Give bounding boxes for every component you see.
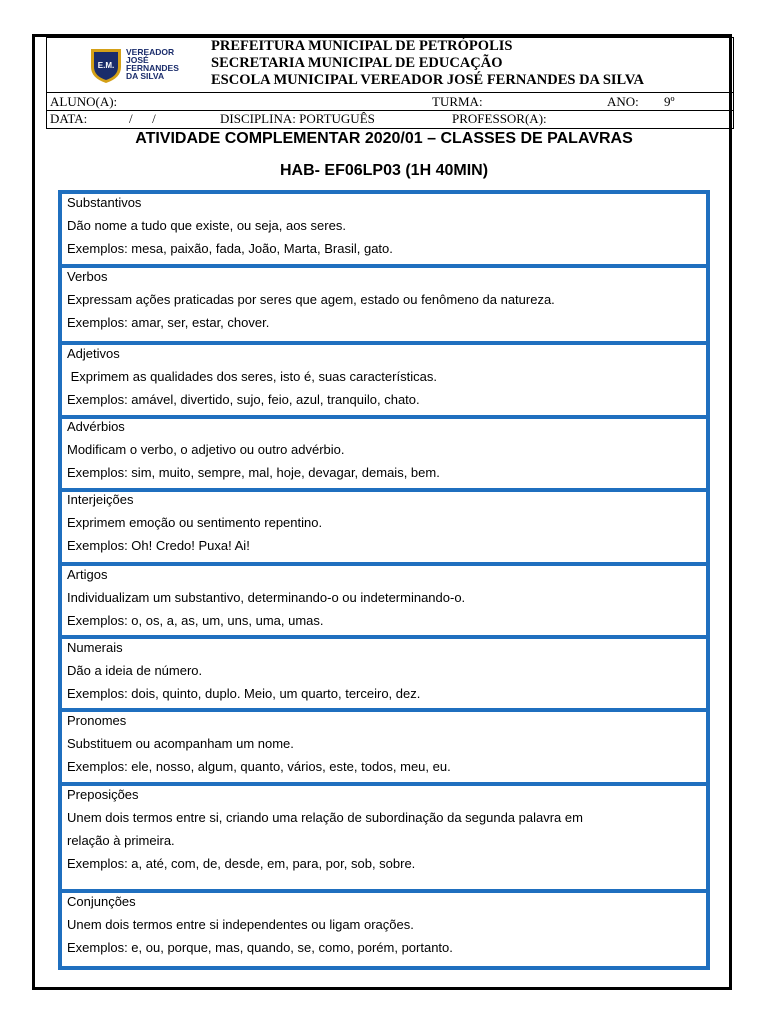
section-examples: Exemplos: dois, quinto, duplo. Meio, um quarto, terceiro, dez. [67, 686, 421, 701]
section-heading: Advérbios [67, 419, 125, 434]
section-examples: Exemplos: e, ou, porque, mas, quando, se, como, porém, portanto. [67, 940, 453, 955]
section-examples: Exemplos: ele, nosso, algum, quanto, vários, este, todos, meu, eu. [67, 759, 451, 774]
section-heading: Verbos [67, 269, 108, 284]
section-heading: Preposições [67, 787, 139, 802]
section-heading: Interjeições [67, 492, 134, 507]
section-examples: Exemplos: sim, muito, sempre, mal, hoje, devagar, demais, bem. [67, 465, 440, 480]
school-name-heading: ESCOLA MUNICIPAL VEREADOR JOSÉ FERNANDES DA SILVA [211, 72, 644, 88]
section-examples: Exemplos: o, os, a, as, um, uns, uma, umas. [67, 613, 324, 628]
section-heading: Substantivos [67, 195, 142, 210]
section-definition: Modificam o verbo, o adjetivo ou outro advérbio. [67, 442, 345, 457]
section-definition: Unem dois termos entre si independentes ou ligam orações. [67, 917, 414, 932]
logo-line-4: DA SILVA [126, 71, 165, 81]
section-definition: Dão nome a tudo que existe, ou seja, aos seres. [67, 218, 346, 233]
section-divider [58, 889, 710, 893]
section-examples: Exemplos: amável, divertido, sujo, feio, azul, tranquilo, chato. [67, 392, 420, 407]
ano-label: ANO: [607, 94, 639, 109]
section-divider [58, 415, 710, 419]
data-label: DATA: [50, 111, 88, 126]
activity-title: ATIVIDADE COMPLEMENTAR 2020/01 – CLASSES DE PALAVRAS [135, 130, 633, 147]
ano-value: 9º [664, 94, 675, 109]
section-examples: Exemplos: Oh! Credo! Puxa! Ai! [67, 538, 250, 553]
section-divider [58, 341, 710, 345]
section-definition: relação à primeira. [67, 833, 175, 848]
section-heading: Pronomes [67, 713, 127, 728]
section-definition: Substituem ou acompanham um nome. [67, 736, 294, 751]
secretaria-heading: SECRETARIA MUNICIPAL DE EDUCAÇÃO [211, 55, 503, 71]
section-definition: Exprimem as qualidades dos seres, isto é, suas características. [67, 369, 437, 384]
logo-em-text: E.M. [97, 61, 115, 70]
section-heading: Numerais [67, 640, 123, 655]
section-definition: Dão a ideia de número. [67, 663, 203, 678]
section-examples: Exemplos: a, até, com, de, desde, em, para, por, sob, sobre. [67, 856, 416, 871]
aluno-label: ALUNO(A): [50, 94, 118, 109]
section-divider [58, 635, 710, 639]
section-definition: Exprimem emoção ou sentimento repentino. [67, 515, 323, 530]
logo-line-3: FERNANDES [126, 63, 179, 73]
activity-subtitle: HAB- EF06LP03 (1H 40MIN) [279, 162, 489, 179]
professor-label: PROFESSOR(A): [452, 111, 547, 126]
section-divider [58, 708, 710, 712]
section-definition: Expressam ações praticadas por seres que agem, estado ou fenômeno da natureza. [67, 292, 555, 307]
logo-line-1: VEREADOR [126, 47, 175, 57]
section-definition: Unem dois termos entre si, criando uma relação de subordinação da segunda palavra em [67, 810, 583, 825]
section-heading: Adjetivos [67, 346, 120, 361]
section-definition: Individualizam um substantivo, determinando-o ou indeterminando-o. [67, 590, 466, 605]
logo-line-2: JOSÉ [126, 55, 149, 65]
section-heading: Conjunções [67, 894, 136, 909]
section-divider [58, 488, 710, 492]
section-divider [58, 264, 710, 268]
section-heading: Artigos [67, 567, 108, 582]
section-examples: Exemplos: amar, ser, estar, chover. [67, 315, 270, 330]
disciplina-label: DISCIPLINA: PORTUGUÊS [220, 111, 375, 126]
section-examples: Exemplos: mesa, paixão, fada, João, Marta, Brasil, gato. [67, 241, 393, 256]
section-divider [58, 562, 710, 566]
prefeitura-heading: PREFEITURA MUNICIPAL DE PETRÓPOLIS [211, 38, 513, 54]
section-divider [58, 782, 710, 786]
date-slashes: / / [129, 111, 156, 126]
school-logo [88, 45, 200, 85]
turma-label: TURMA: [432, 94, 483, 109]
